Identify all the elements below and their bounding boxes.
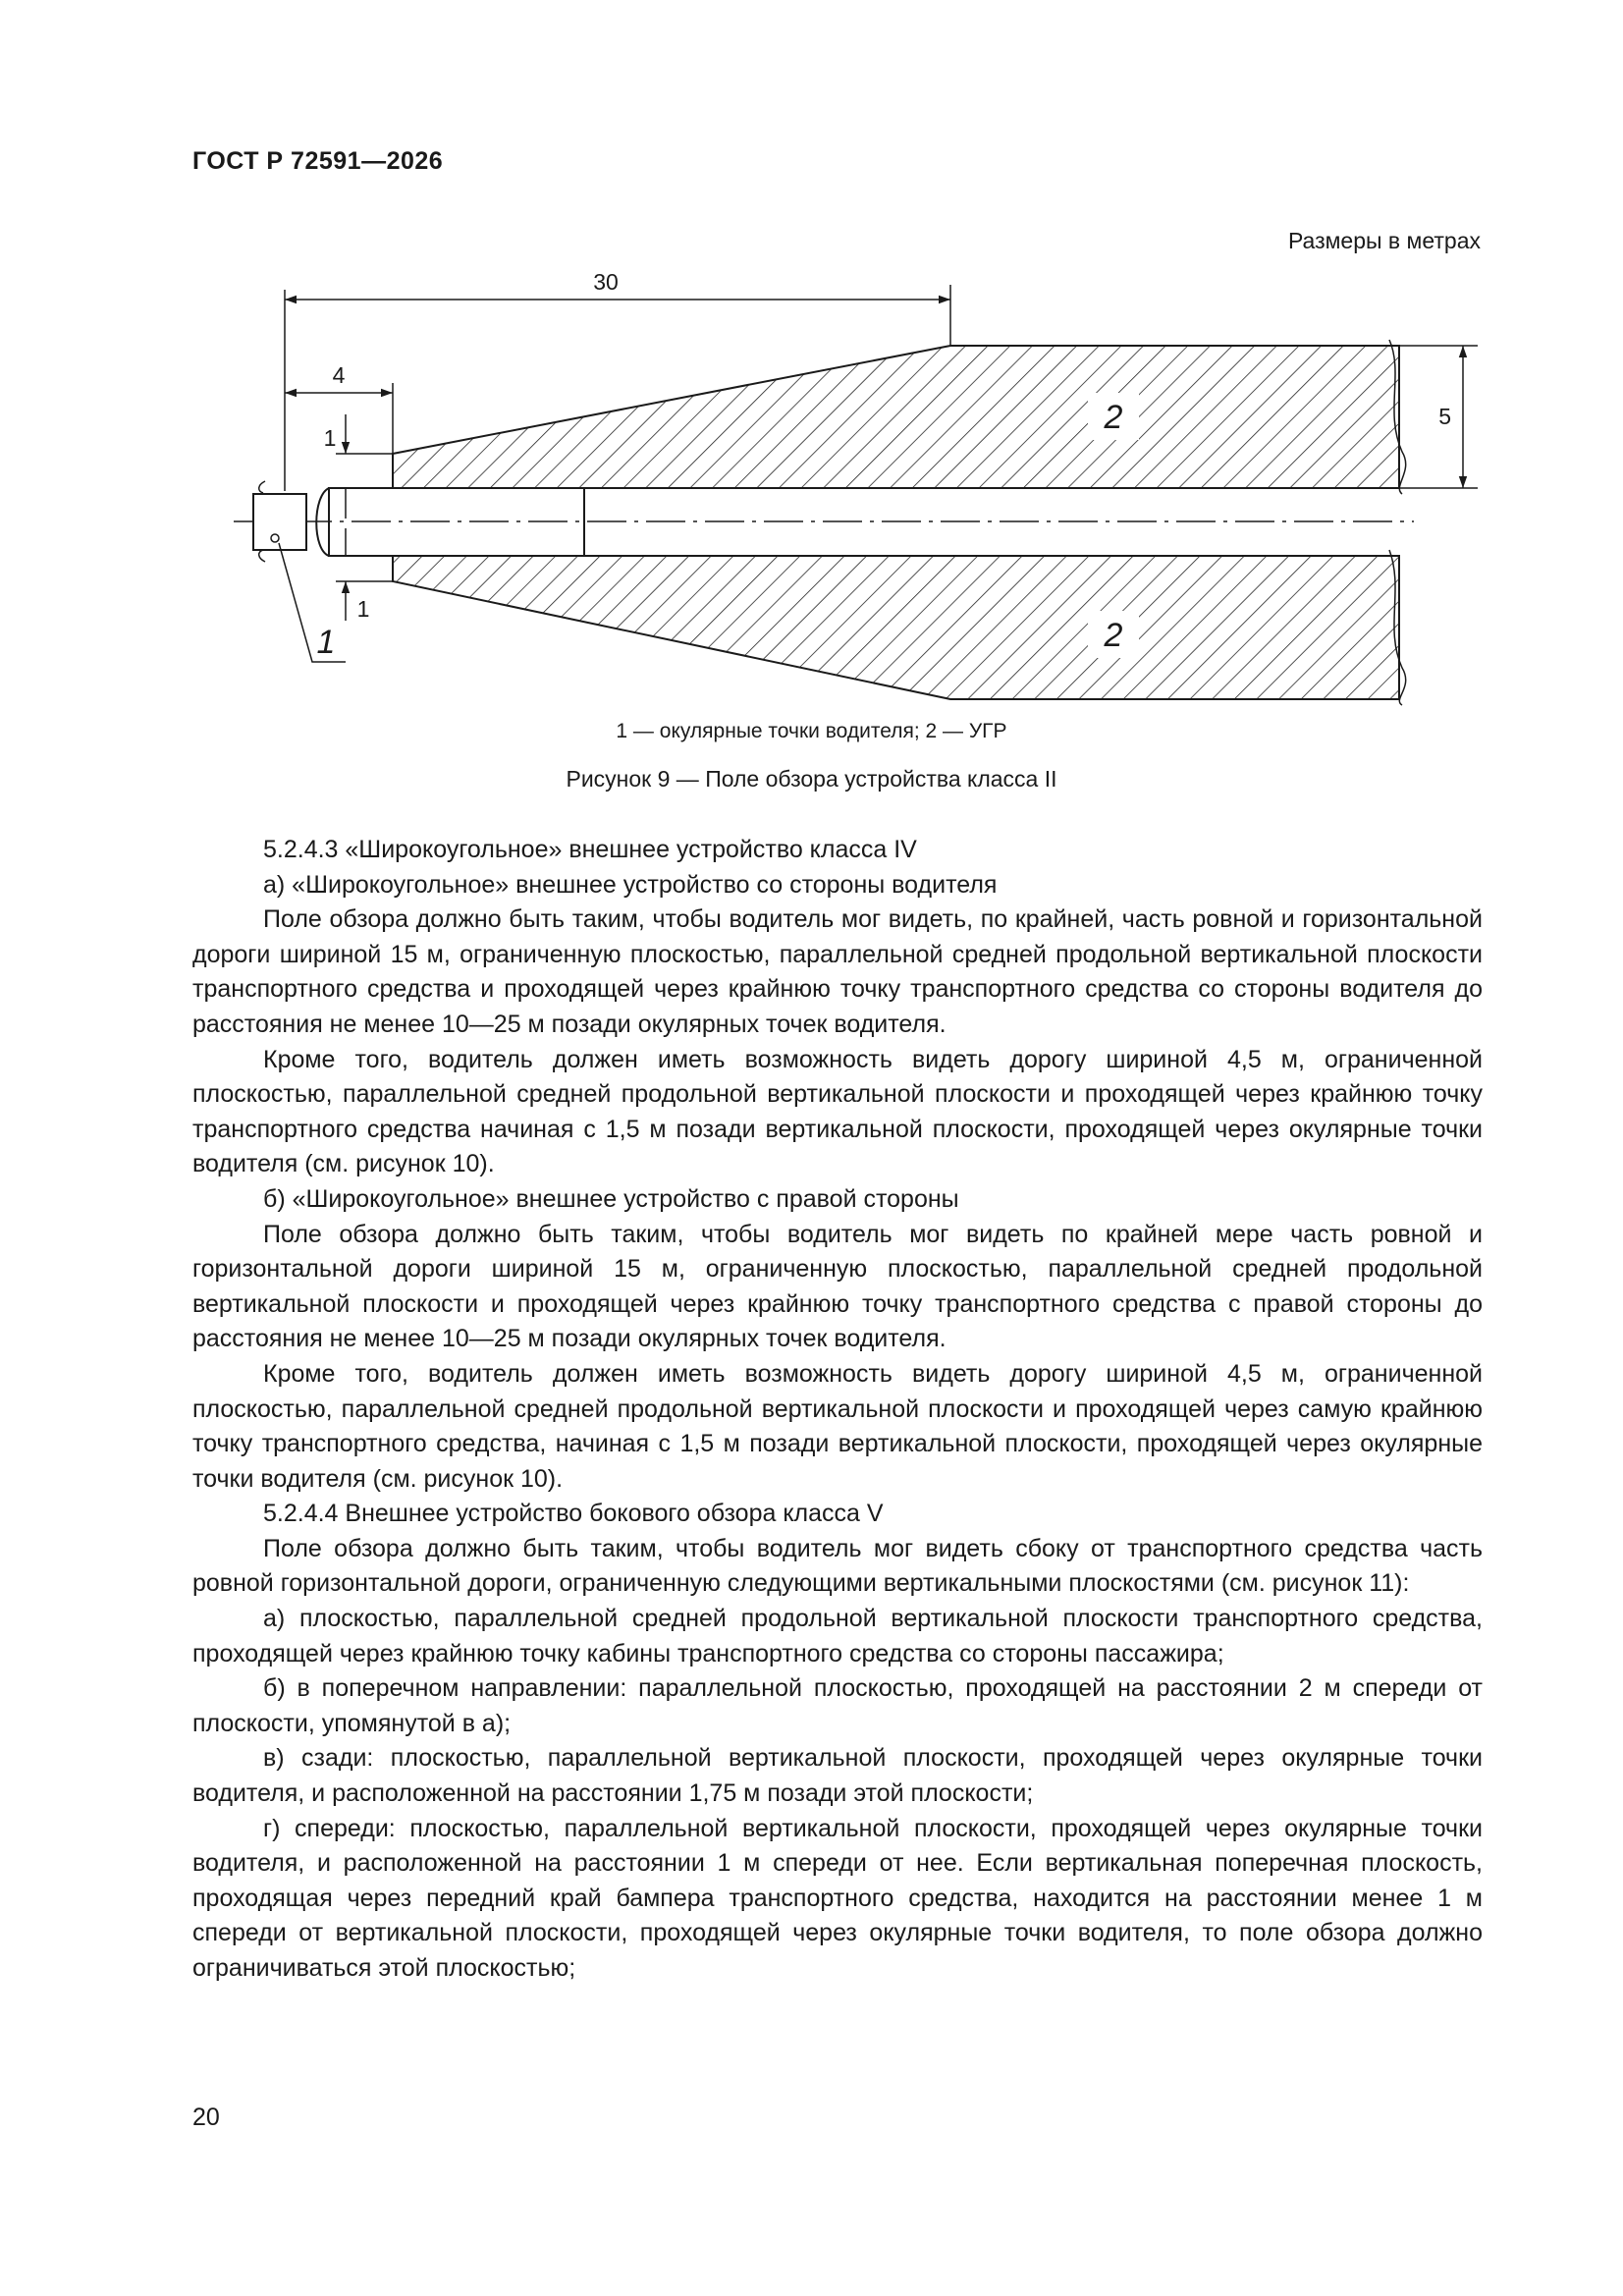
paragraph: Кроме того, водитель должен иметь возможность видеть дорогу шириной 4,5 м, ограниченной плоскостью, параллельной средней продольной вертикальной плоскости и проходящей через крайнюю точку транспортного средства начиная с 1,5 м позади вертикальной плоскости, проходящей через окулярные точки водителя (см. рисунок 10).	[192, 1045, 1483, 1178]
dim-30-label: 30	[593, 269, 619, 295]
ocular-leader	[279, 543, 346, 662]
driver-head	[253, 494, 306, 550]
list-item: г) спереди: плоскостью, параллельной вертикальной плоскости, проходящей через окулярные точки водителя, и расположенной на расстоянии 1 м спереди от нее. Если вертикальная поперечная плоскость, проходящая через передний край бампера транспортного средства, находится на расстоянии менее 1 м спереди от вертикальной плоскости, проходящей через окулярные точки водителя, то поле обзора должно ограничиваться этой плоскостью;	[192, 1814, 1483, 1982]
figure-9-diagram	[0, 0, 1623, 727]
paragraph: Кроме того, водитель должен иметь возможность видеть дорогу шириной 4,5 м, ограниченной плоскостью, параллельной средней продольной вертикальной плоскости и проходящей через самую крайнюю точку транспортного средства, начиная с 1,5 м позади вертикальной плоскости, проходящей через окулярные точки водителя (см. рисунок 10).	[192, 1359, 1483, 1493]
subsection-heading: а) «Широкоугольное» внешнее устройство со стороны водителя	[263, 870, 998, 899]
ocular-points-label: 1	[316, 624, 336, 661]
subsection-heading: б) «Широкоугольное» внешнее устройство с правой стороны	[263, 1184, 959, 1213]
list-item: б) в поперечном направлении: параллельной плоскостью, проходящей на расстоянии 2 м спереди от плоскости, упомянутой в а);	[192, 1674, 1483, 1737]
figure-caption: Рисунок 9 — Поле обзора устройства класса II	[566, 766, 1057, 792]
zone-label-bottom: 2	[1104, 617, 1123, 654]
paragraph: Поле обзора должно быть таким, чтобы водитель мог видеть, по крайней, часть ровной и горизонтальной дороги шириной 15 м, ограниченную плоскостью, параллельной средней продольной вертикальной плоскости транспортного средства и проходящей через крайнюю точку транспортного средства со стороны водителя до расстояния не менее 10—25 м позади окулярных точек водителя.	[192, 905, 1483, 1038]
hatched-zone-bottom	[393, 556, 1399, 699]
page-number: 20	[192, 2104, 220, 2131]
paragraph: Поле обзора должно быть таким, чтобы водитель мог видеть сбоку от транспортного средства часть ровной горизонтальной дороги, ограниченную следующими вертикальными плоскостями (см. рисунок 11):	[192, 1534, 1483, 1598]
list-item: в) сзади: плоскостью, параллельной вертикальной плоскости, проходящей через окулярные точки водителя, и расположенной на расстоянии 1,75 м позади этой плоскости;	[192, 1744, 1483, 1808]
paragraph: Поле обзора должно быть таким, чтобы водитель мог видеть по крайней мере часть ровной и горизонтальной дороги шириной 15 м, ограниченную плоскостью, параллельной средней продольной вертикальной плоскости и проходящей через крайнюю точку транспортного средства с правой стороны до расстояния не менее 10—25 м позади окулярных точек водителя.	[192, 1220, 1483, 1353]
units-note: Размеры в метрах	[1287, 228, 1481, 253]
figure-legend: 1 — окулярные точки водителя; 2 — УГР	[616, 720, 1007, 742]
zone-label-top: 2	[1104, 399, 1123, 436]
section-heading: 5.2.4.4 Внешнее устройство бокового обзора класса V	[263, 1500, 884, 1528]
section-heading: 5.2.4.3 «Широкоугольное» внешнее устройство класса IV	[263, 836, 917, 863]
dim-1-top-label: 1	[323, 425, 337, 451]
hatched-zone-top	[393, 346, 1399, 488]
dim-1-bottom-label: 1	[356, 596, 370, 622]
dim-5-label: 5	[1438, 404, 1451, 429]
document-header: ГОСТ Р 72591—2026	[192, 147, 444, 175]
dim-4-label: 4	[332, 362, 346, 388]
body-text	[192, 833, 1483, 1987]
list-item: а) плоскостью, параллельной средней продольной вертикальной плоскости транспортного средства, проходящей через крайнюю точку кабины транспортного средства со стороны пассажира;	[192, 1605, 1483, 1667]
